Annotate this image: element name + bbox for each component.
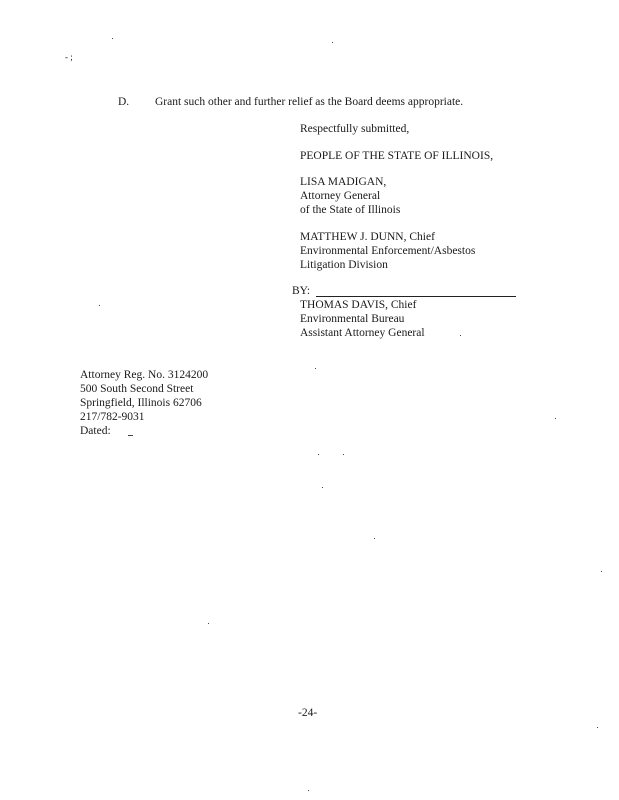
relief-text: Grant such other and further relief as the Board deems appropriate. [155,96,464,108]
scan-speck [460,335,461,336]
by-label: BY: [292,285,311,297]
scan-speck [128,435,133,436]
signature-line [316,296,516,297]
scan-speck [308,790,309,791]
city-address: Springfield, Illinois 62706 [80,397,202,409]
street-address: 500 South Second Street [80,383,194,395]
phone-number: 217/782-9031 [80,411,145,423]
scan-speck [208,623,209,624]
chief-name: MATTHEW J. DUNN, Chief [300,231,435,243]
dated-label: Dated: [80,425,111,437]
chief-dept-line1: Environmental Enforcement/Asbestos [300,245,476,257]
scan-speck [597,727,598,728]
scan-speck [318,454,319,455]
scan-speck [322,487,323,488]
party-name: PEOPLE OF THE STATE OF ILLINOIS, [300,150,494,162]
ag-name: LISA MADIGAN, [300,176,387,188]
ag-office: of the State of Illinois [300,204,401,216]
scan-speck [99,305,100,306]
scan-speck [332,42,333,43]
scan-speck [315,368,316,369]
scan-speck [555,418,556,419]
page-number: -24- [298,707,318,719]
scan-speck [374,538,375,539]
chief-dept-line2: Litigation Division [300,259,388,271]
scan-speck [343,454,344,455]
signer-role: Assistant Attorney General [300,327,425,339]
attorney-reg: Attorney Reg. No. 3124200 [80,369,209,381]
scan-mark: - ; [65,52,73,62]
closing: Respectfully submitted, [300,123,410,135]
relief-letter: D. [118,96,130,108]
scan-speck [601,571,602,572]
signer-bureau: Environmental Bureau [300,313,405,325]
signer-name: THOMAS DAVIS, Chief [300,299,417,311]
ag-title: Attorney General [300,190,381,202]
scan-speck [112,38,113,39]
